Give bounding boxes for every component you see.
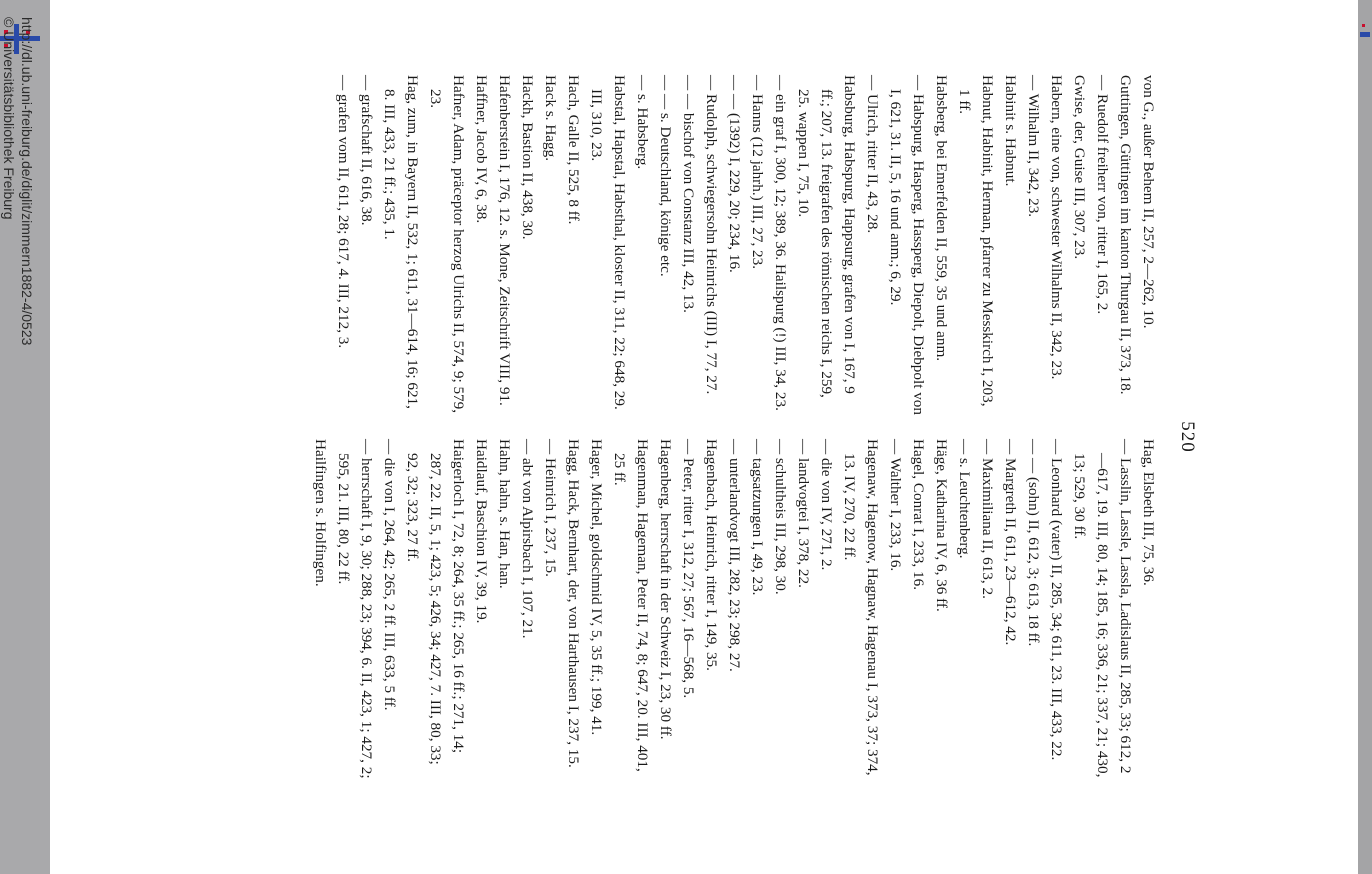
- index-entry: Hach, Galle II, 525, 8 ff.: [565, 75, 582, 225]
- index-entry: — abt von Alpirsbach I, 107, 21.: [519, 439, 536, 639]
- index-entry: Hagenaw, Hagenow, Hagnaw, Hagenau I, 373, 37; 374, 13. IV, 270, 22 ff.: [841, 439, 881, 776]
- index-entry: — die von I, 264, 42; 265, 2 ff. III, 633, 5 ff.: [381, 439, 398, 711]
- index-entry: Guttingen, Güttingen im kanton Thurgau II, 373, 18.: [1117, 75, 1134, 395]
- index-entry: Hackh, Bastion II, 438, 30.: [519, 75, 536, 240]
- index-entry: Hailfingen s. Holfingen.: [312, 439, 329, 587]
- index-entry: Habinit s. Habnut.: [1002, 75, 1019, 187]
- index-entry: — grafschaft II, 616, 38.: [358, 75, 375, 226]
- index-entry: — Hanns (12 jahrh.) III, 27, 23.: [749, 75, 766, 270]
- index-entry: — s. Habsberg.: [634, 75, 651, 170]
- index-entry: — Leonhard (vater) II, 285, 34; 611, 23. III, 433, 22.: [1048, 439, 1065, 761]
- index-entry: — schultheis III, 298, 30.: [772, 439, 789, 595]
- index-entry: Hahn, hahn, s. Han, han.: [496, 439, 513, 589]
- index-entry: — ein graf I, 300, 12; 389, 36. Hailspurg (!) III, 34, 23.: [772, 75, 789, 411]
- index-entry: Gwise, der, Guise III, 307, 23.: [1071, 75, 1088, 260]
- page-number: 520: [1177, 421, 1198, 453]
- index-entry: von G., außer Behem II, 257, 2—262, 10.: [1140, 75, 1157, 329]
- rotated-page-content: [146, 67, 1226, 807]
- index-entry: Häge, Katharina IV, 6, 36 ff.: [933, 439, 950, 612]
- index-entry: Haigerloch I, 72, 8; 264, 35 ff.; 265, 16 ff.; 271, 14; 287, 22. II, 5, 1; 423, 5; 426, 34; 427, 7. III, 80, 33; 92, 32; 323, 27 ff.: [404, 439, 467, 765]
- index-entry: — Lasslin, Lassle, Lassla, Ladislaus II, 285, 33; 612, 2—617, 19. III, 80, 14; 185, 16; 336, 21; 337, 21; 430, 13; 529, 30 ff.: [1071, 439, 1134, 778]
- source-url[interactable]: http://dl.ub.uni-freiburg.de/diglit/zimmern1882-4/0523: [19, 17, 35, 346]
- index-entry: — Heinrich I, 237, 15.: [542, 439, 559, 577]
- index-entry: — Margreth II, 611, 23—612, 42.: [1002, 439, 1019, 646]
- index-entry: — — (sohn) II, 612, 3; 613, 18 ff.: [1025, 439, 1042, 647]
- index-column-left: [332, 75, 1160, 415]
- index-entry: — — (1392) I, 229, 20; 234, 16.: [726, 75, 743, 273]
- index-entry: — die von IV, 271, 2.: [818, 439, 835, 571]
- index-column-right: [309, 439, 1160, 779]
- index-entry: Hagel, Conrat I, 233, 16.: [910, 439, 927, 590]
- index-entry: — herrschaft I, 9, 30; 288, 23; 394, 6. II, 423, 1; 427, 2; 595, 21. III, 80, 22 ff.: [335, 439, 375, 779]
- index-entry: — Ruedolf freiherr von, ritter I, 165, 2.: [1094, 75, 1111, 315]
- index-entry: Habnut, Habinit, Herman, pfarrer zu Messkirch I, 203, 1 ff.: [956, 75, 996, 407]
- index-entry: Haffner, Jacob IV, 6, 38.: [473, 75, 490, 224]
- index-entry: — grafen vom II, 611, 28; 617, 4. III, 212, 3.: [335, 75, 352, 349]
- index-entry: Hafner, Adam, präceptor herzog Ulrichs II, 574, 9; 579, 23.: [427, 75, 467, 414]
- index-entry: Habsburg, Habspurg, Happsurg, grafen von I, 167, 9 ff.; 207, 13. freigrafen des römischen reichs I, 259, 25. wappen I, 75, 10.: [795, 75, 858, 398]
- index-entry: Habern, eine von, schwester Wilhalms II, 342, 23.: [1048, 75, 1065, 380]
- index-entry: Hagenman, Hageman, Peter II, 74, 8; 647, 20. III, 401, 25 ff.: [611, 439, 651, 772]
- index-entry: — Walther I, 233, 16.: [887, 439, 904, 572]
- index-entry: — — bischof von Constanz III, 42, 13.: [680, 75, 697, 313]
- index-entry: — Maximiliana II, 613, 2.: [979, 439, 996, 599]
- index-entry: — Wilhalm II, 342, 23.: [1025, 75, 1042, 218]
- index-entry: Haidlauf, Baschion IV, 39, 19.: [473, 439, 490, 624]
- index-entry: Hager, Michel, goldschmid IV, 5, 35 ff.; 199, 41.: [588, 439, 605, 736]
- index-entry: Hagenberg, herrschaft in der Schweiz I, 23, 30 ff.: [657, 439, 674, 740]
- index-entry: — landvogtei I, 378, 22.: [795, 439, 812, 588]
- index-entry: Hagenbach, Heinrich, ritter I, 149, 35.: [703, 439, 720, 671]
- index-entry: Hag, Elsbeth III, 75, 36.: [1140, 439, 1157, 586]
- index-entry: — Rudolph, schwiegersohn Heinrichs (III) I, 77, 27.: [703, 75, 720, 395]
- index-entry: — Peter, ritter I, 312, 27; 567, 16—568, 5.: [680, 439, 697, 699]
- index-entry: — Ulrich, ritter II, 43, 28.: [864, 75, 881, 234]
- index-entry: Hafenberstein I, 176, 12. s. Mone, Zeitschrift VIII, 91.: [496, 75, 513, 406]
- index-entry: Hack s. Hagg.: [542, 75, 559, 162]
- copyright-notice: © Universitätsbibliothek Freiburg: [1, 17, 17, 220]
- index-entry: — s. Leuchtenberg.: [956, 439, 973, 559]
- index-entry: Habstal, Hapstal, Habsthal, kloster II, 311, 22; 648, 29. III, 310, 23.: [588, 75, 628, 410]
- index-entry: Hagg, Hack, Bernhart, der, von Harthausen I, 237, 15.: [565, 439, 582, 768]
- index-entry: Habsberg, bei Emerfelden II, 559, 35 und anm.: [933, 75, 950, 362]
- index-entry: — — s. Deutschland, könige etc.: [657, 75, 674, 277]
- index-entry: — tagsatzungen I, 49, 23.: [749, 439, 766, 596]
- index-entry: — Habspurg, Hasperg, Hassperg, Diepolt, Diebpolt von I, 621, 31. II, 5, 16 und anm.; 6, 29.: [887, 75, 927, 415]
- index-entry: — unterlandvogt III, 282, 23; 298, 27.: [726, 439, 743, 672]
- index-entry: Hag, zum, in Bayern II, 532, 1; 611, 31—614, 16; 621, 8. III, 433, 21 ff.; 435, 1.: [381, 75, 421, 409]
